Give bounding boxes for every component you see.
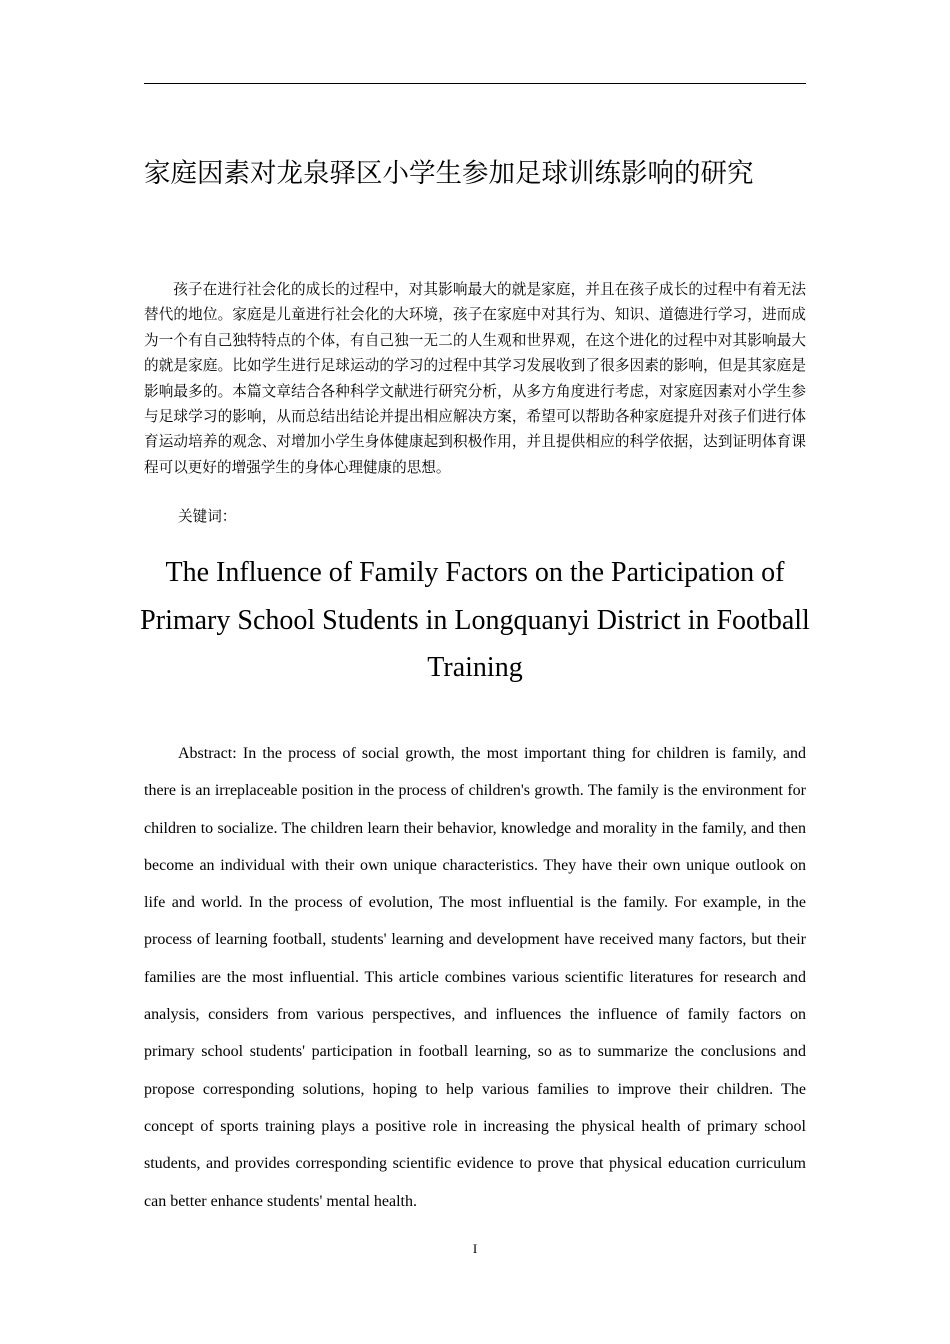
english-title: The Influence of Family Factors on the Participation of Primary School Students in Longquanyi District in Football Training (140, 557, 810, 683)
chinese-title: 家庭因素对龙泉驿区小学生参加足球训练影响的研究 (144, 158, 754, 189)
chinese-abstract: 孩子在进行社会化的成长的过程中，对其影响最大的就是家庭，并且在孩子成长的过程中有着无法替代的地位。家庭是儿童进行社会化的大环境，孩子在家庭中对其行为、知识、道德进行学习，进而成为一个有自己独特特点的个体，有自己独一无二的人生观和世界观，在这个进化的过程中对其影响最大的就是家庭。比如学生进行足球运动的学习的过程中其学习发展收到了很多因素的影响，但是其家庭是影响最多的。本篇文章结合各种科学文献进行研究分析，从多方角度进行考虑，对家庭因素对小学生参与足球学习的影响，从而总结出结论并提出相应解决方案，希望可以帮助各种家庭提升对孩子们进行体育运动培养的观念、对增加小学生身体健康起到积极作用，并且提供相应的科学依据，达到证明体育课程可以更好的增强学生的身体心理健康的思想。 (144, 281, 806, 476)
page-number: I (472, 1241, 478, 1256)
header-rule (144, 83, 806, 84)
chinese-keywords-label: 关键词： (178, 508, 237, 525)
document-page (140, 0, 810, 1344)
english-abstract: Abstract: In the process of social growth, the most important thing for children is family, and there is an irreplaceable position in the process of children's growth. The family is the environment for children to socialize. The children learn their behavior, knowledge and morality in the family, and then become an individual with their own unique characteristics. They have their own unique outlook on life and world. In the process of evolution, The most influential is the family. For example, in the process of learning football, students' learning and development have received many factors, but their families are the most influential. This article combines various scientific literatures for research and analysis, considers from various perspectives, and influences the influence of family factors on primary school students' participation in football learning, so as to summarize the conclusions and propose corresponding solutions, hoping to help various families to improve their children. The concept of sports training plays a positive role in increasing the physical health of primary school students, and provides corresponding scientific evidence to prove that physical education curriculum can better enhance students' mental health. (144, 745, 806, 1210)
